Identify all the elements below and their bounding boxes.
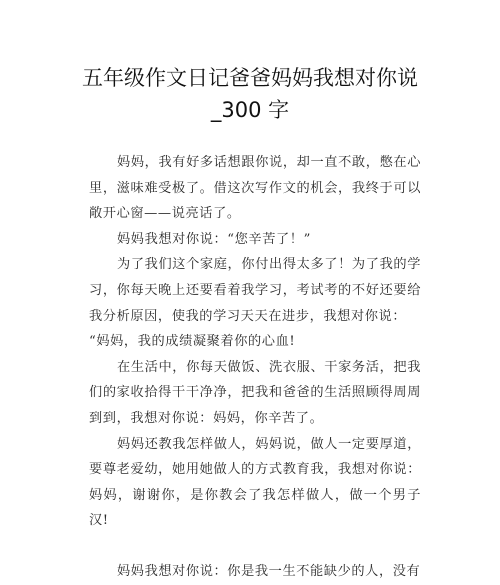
- article-body: [89, 150, 421, 585]
- paragraph-2: 妈妈我想对你说：“您辛苦了！”: [117, 231, 311, 247]
- paragraph-5: 在生活中，你每天做饭、洗衣服、干家务活，把我们的家收拾得干干净净，把我和爸爸的生活照顾得周周到到，我想对你说：妈妈，你辛苦了。: [89, 359, 421, 426]
- paragraph-4: “妈妈，我的成绩凝聚着你的心血!: [89, 334, 296, 350]
- paragraph-6: 妈妈还教我怎样做人，妈妈说，做人一定要厚道，要尊老爱幼，她用她做人的方式教育我，我想对你说：妈妈，谢谢你，是你教会了我怎样做人，做一个男子汉!: [89, 436, 421, 529]
- title-line-1: 五年级作文日记爸爸妈妈我想对你说: [82, 66, 418, 90]
- title-line-2: _300 字: [210, 98, 290, 122]
- paragraph-gap: [89, 534, 421, 559]
- article-title: [0, 62, 500, 126]
- paragraph-7: 妈妈我想对你说：你是我一生不能缺少的人，没有: [117, 563, 421, 579]
- paragraph-3: 为了我们这个家庭，你付出得太多了！为了我的学习，你每天晚上还要看着我学习，考试考的不好还要给我分析原因，使我的学习天天在进步，我想对你说：: [89, 257, 421, 324]
- paragraph-1: 妈妈，我有好多话想跟你说，却一直不敢，憋在心里，滋味难受极了。借这次写作文的机会，我终于可以敞开心窗——说亮话了。: [89, 155, 421, 222]
